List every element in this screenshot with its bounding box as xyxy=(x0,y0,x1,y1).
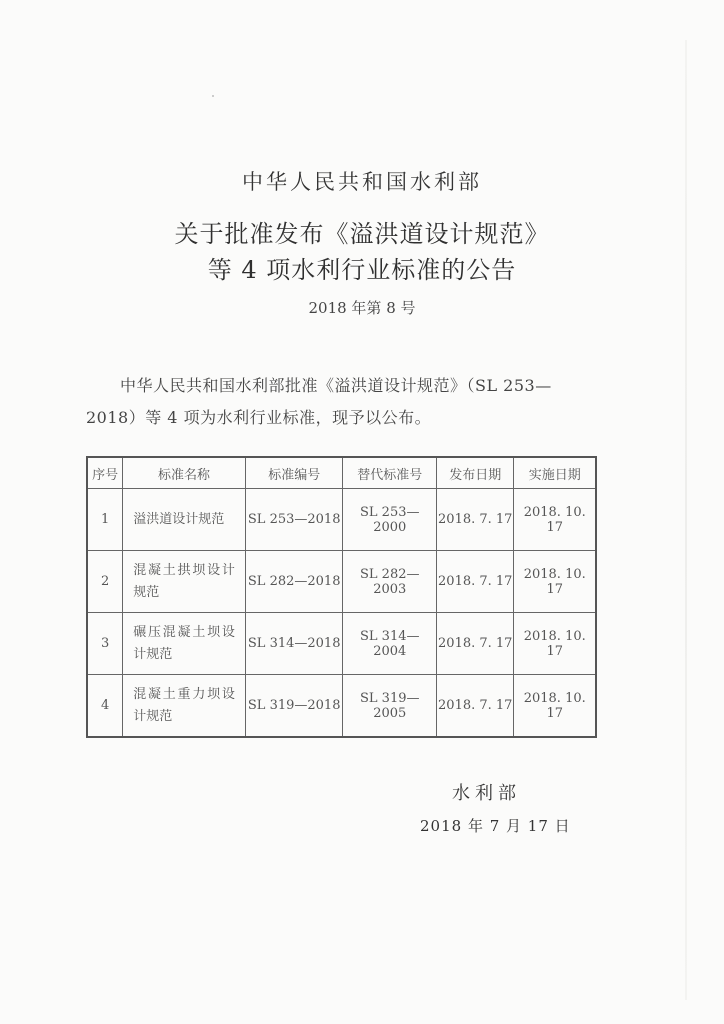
cell-published: 2018. 7. 17 xyxy=(437,489,514,551)
document-number: 2018 年第 8 号 xyxy=(308,299,416,317)
cell-code: SL 319—2018 xyxy=(245,675,343,738)
cell-published: 2018. 7. 17 xyxy=(437,675,514,738)
cell-seq: 3 xyxy=(87,613,123,675)
header-published: 发布日期 xyxy=(437,457,514,489)
cell-published: 2018. 7. 17 xyxy=(437,551,514,613)
cell-replaces: SL 314—2004 xyxy=(343,613,437,675)
cell-effective: 2018. 10. 17 xyxy=(514,489,596,551)
cell-replaces: SL 282—2003 xyxy=(343,551,437,613)
table-row xyxy=(87,613,596,675)
scan-speck xyxy=(212,95,214,97)
header-effective: 实施日期 xyxy=(514,457,596,489)
cell-name: 溢洪道设计规范 xyxy=(123,489,246,551)
cell-code: SL 282—2018 xyxy=(245,551,343,613)
standards-table xyxy=(86,456,597,738)
header-seq: 序号 xyxy=(87,457,123,489)
table-header-row xyxy=(87,457,596,489)
cell-code: SL 253—2018 xyxy=(245,489,343,551)
announcement-title-line1: 关于批准发布《溢洪道设计规范》 xyxy=(174,220,550,248)
cell-code: SL 314—2018 xyxy=(245,613,343,675)
table-row xyxy=(87,675,596,738)
cell-effective: 2018. 10. 17 xyxy=(514,613,596,675)
cell-seq: 4 xyxy=(87,675,123,738)
cell-effective: 2018. 10. 17 xyxy=(514,675,596,738)
cell-seq: 1 xyxy=(87,489,123,551)
header-code: 标准编号 xyxy=(245,457,343,489)
cell-name: 混凝土重力坝设计规范 xyxy=(123,675,246,738)
announcement-title-line2: 等 4 项水利行业标准的公告 xyxy=(207,256,517,284)
table-row xyxy=(87,489,596,551)
cell-effective: 2018. 10. 17 xyxy=(514,551,596,613)
cell-name: 碾压混凝土坝设计规范 xyxy=(123,613,246,675)
ministry-name: 中华人民共和国水利部 xyxy=(242,170,482,194)
cell-replaces: SL 319—2005 xyxy=(343,675,437,738)
header-name: 标准名称 xyxy=(123,457,246,489)
header-replaces: 替代标准号 xyxy=(343,457,437,489)
announcement-paragraph: 中华人民共和国水利部批准《溢洪道设计规范》（SL 253—2018）等 4 项为水利行业标准，现予以公布。 xyxy=(86,376,552,427)
cell-seq: 2 xyxy=(87,551,123,613)
issue-date: 2018 年 7 月 17 日 xyxy=(420,817,571,835)
cell-published: 2018. 7. 17 xyxy=(437,613,514,675)
issuer-name: 水利部 xyxy=(452,783,521,804)
cell-replaces: SL 253—2000 xyxy=(343,489,437,551)
table-row xyxy=(87,551,596,613)
cell-name: 混凝土拱坝设计规范 xyxy=(123,551,246,613)
